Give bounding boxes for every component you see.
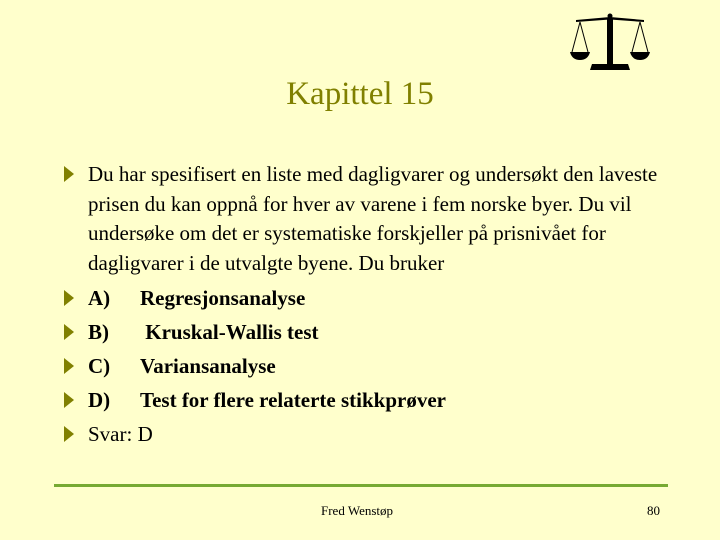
bullet-arrow-icon	[62, 355, 76, 377]
answer	[62, 420, 702, 448]
option-d	[62, 386, 702, 414]
slide-title: Kapittel 15	[286, 76, 434, 112]
answer-text: Svar: D	[88, 422, 153, 446]
balance-scale-icon	[570, 12, 650, 74]
bullet-arrow-icon	[62, 423, 76, 445]
intro-text: Du har spesifisert en liste med dagligvarer og undersøkt den laveste prisen du kan oppnå for hver av varene i fem norske byer. Du vil undersøke om det er systematiske forskjeller på prisnivået for dagligvarer i de utvalgte byene. Du bruker	[88, 162, 658, 275]
option-text: Kruskal-Wallis test	[140, 320, 319, 344]
bullet-arrow-icon	[62, 287, 76, 309]
bullet-arrow-icon	[62, 163, 76, 185]
option-letter: A)	[88, 286, 111, 310]
bullet-arrow-icon	[62, 321, 76, 343]
bullet-arrow-icon	[62, 389, 76, 411]
option-text: Regresjonsanalyse	[140, 286, 306, 310]
option-a	[62, 284, 702, 312]
option-text: Variansanalyse	[140, 354, 276, 378]
bullet-list	[62, 160, 702, 454]
option-letter: D)	[88, 388, 111, 412]
option-b	[62, 318, 702, 346]
page-number: 80	[647, 503, 660, 518]
bullet-intro	[62, 160, 702, 278]
footer-author: Fred Wenstøp	[321, 503, 394, 518]
option-letter: C)	[88, 354, 111, 378]
footer-divider	[54, 484, 668, 487]
option-c	[62, 352, 702, 380]
option-text: Test for flere relaterte stikkprøver	[140, 388, 446, 412]
option-letter: B)	[88, 320, 109, 344]
